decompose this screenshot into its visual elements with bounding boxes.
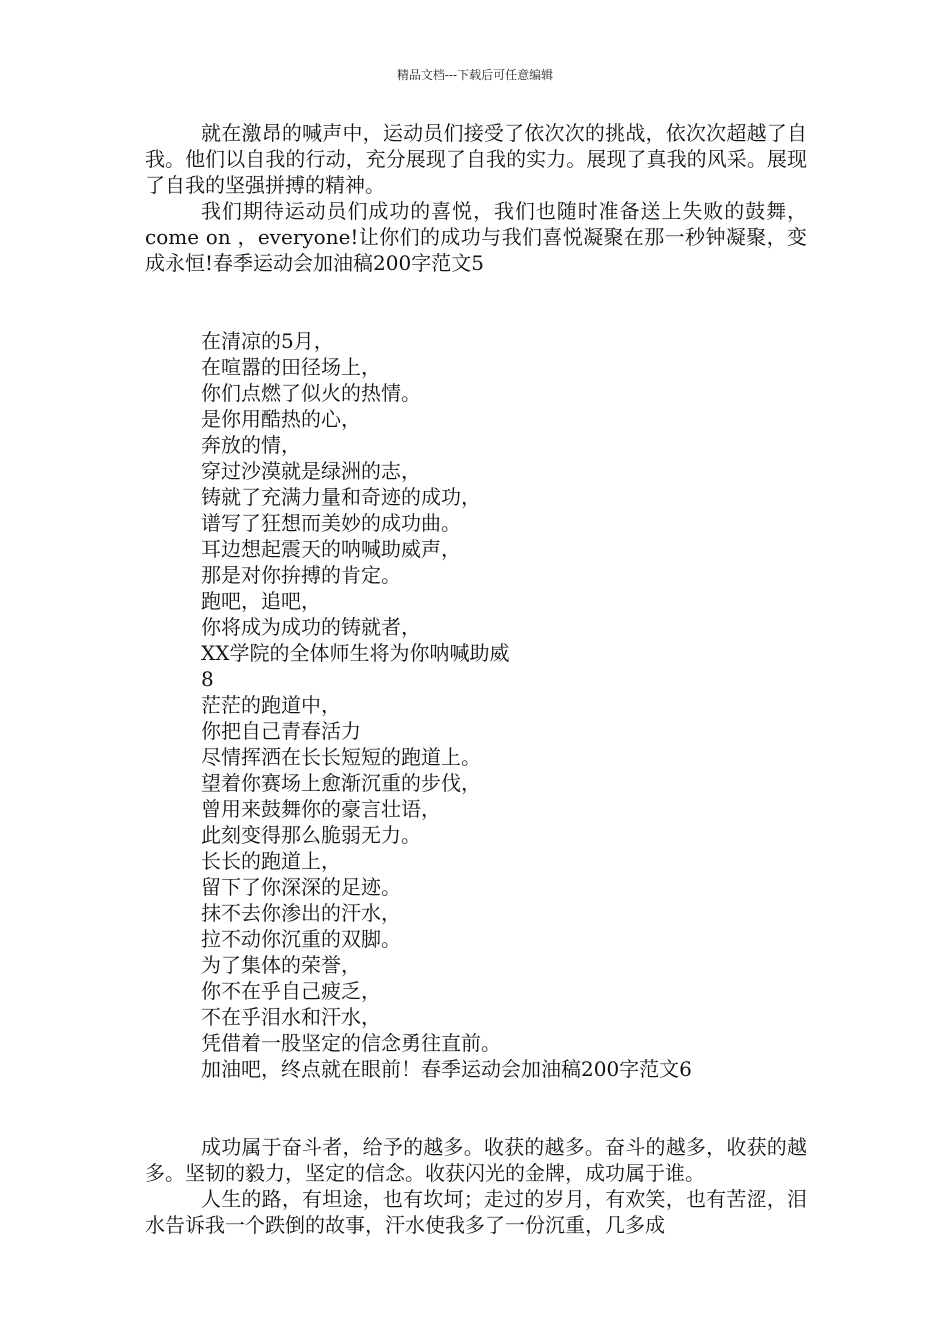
poem-line: 是你用酷热的心， — [201, 407, 361, 431]
poem-line: 加油吧，终点就在眼前！春季运动会加油稿200字范文6 — [201, 1057, 692, 1081]
poem-line: 你将成为成功的铸就者， — [201, 615, 421, 639]
poem-line: 在清凉的5月， — [201, 329, 334, 353]
poem-line: 你们点燃了似火的热情。 — [201, 381, 421, 405]
poem-line: 在喧嚣的田径场上， — [201, 355, 381, 379]
poem-line: 8 — [201, 667, 214, 691]
poem-line: 跑吧，追吧， — [201, 589, 321, 613]
document-body — [145, 120, 807, 1238]
page-header: 精品文档---下载后可任意编辑 — [396, 68, 554, 82]
paragraph: 我们期待运动员们成功的喜悦，我们也随时准备送上失败的鼓舞，come on ，everyone!让你们的成功与我们喜悦凝聚在那一秒钟凝聚，变成永恒!春季运动会加油稿200字范文5 — [145, 199, 807, 275]
poem-line: 抹不去你渗出的汗水， — [201, 901, 401, 925]
poem-line: 拉不动你沉重的双脚。 — [201, 927, 401, 951]
poem-line: 你把自己青春活力 — [201, 719, 361, 743]
poem-line: 曾用来鼓舞你的豪言壮语， — [201, 797, 441, 821]
poem-line: 不在乎泪水和汗水， — [201, 1005, 381, 1029]
poem-line: 为了集体的荣誉， — [201, 953, 361, 977]
poem-line: 你不在乎自己疲乏， — [201, 979, 381, 1003]
poem-line: 尽情挥洒在长长短短的跑道上。 — [201, 745, 481, 769]
spacer — [145, 1082, 807, 1134]
poem-line: 谱写了狂想而美妙的成功曲。 — [201, 511, 461, 535]
poem-line: 穿过沙漠就是绿洲的志， — [201, 459, 421, 483]
poem-line: 奔放的情， — [201, 433, 301, 457]
paragraph: 人生的路，有坦途，也有坎坷；走过的岁月，有欢笑，也有苦涩，泪水告诉我一个跌倒的故事，汗水使我多了一份沉重，几多成 — [145, 1187, 807, 1237]
poem-line: 凭借着一股坚定的信念勇往直前。 — [201, 1031, 501, 1055]
spacer — [145, 276, 807, 328]
poem-line: 留下了你深深的足迹。 — [201, 875, 401, 899]
poem-line: 耳边想起震天的呐喊助威声， — [201, 537, 461, 561]
paragraph: 就在激昂的喊声中，运动员们接受了依次次的挑战，依次次超越了自我。他们以自我的行动，充分展现了自我的实力。展现了真我的风采。展现了自我的坚强拼搏的精神。 — [145, 121, 807, 197]
poem-line: 茫茫的跑道中， — [201, 693, 341, 717]
poem-line: 望着你赛场上愈渐沉重的步伐， — [201, 771, 481, 795]
paragraph: 成功属于奋斗者，给予的越多。收获的越多。奋斗的越多，收获的越多。坚韧的毅力，坚定的信念。收获闪光的金牌，成功属于谁。 — [145, 1135, 807, 1185]
poem-block — [145, 328, 807, 1082]
poem-line: 铸就了充满力量和奇迹的成功， — [201, 485, 481, 509]
poem-line: 此刻变得那么脆弱无力。 — [201, 823, 421, 847]
poem-line: 那是对你拚搏的肯定。 — [201, 563, 401, 587]
poem-line: 长长的跑道上， — [201, 849, 341, 873]
poem-line: XX学院的全体师生将为你呐喊助威 — [201, 641, 510, 665]
